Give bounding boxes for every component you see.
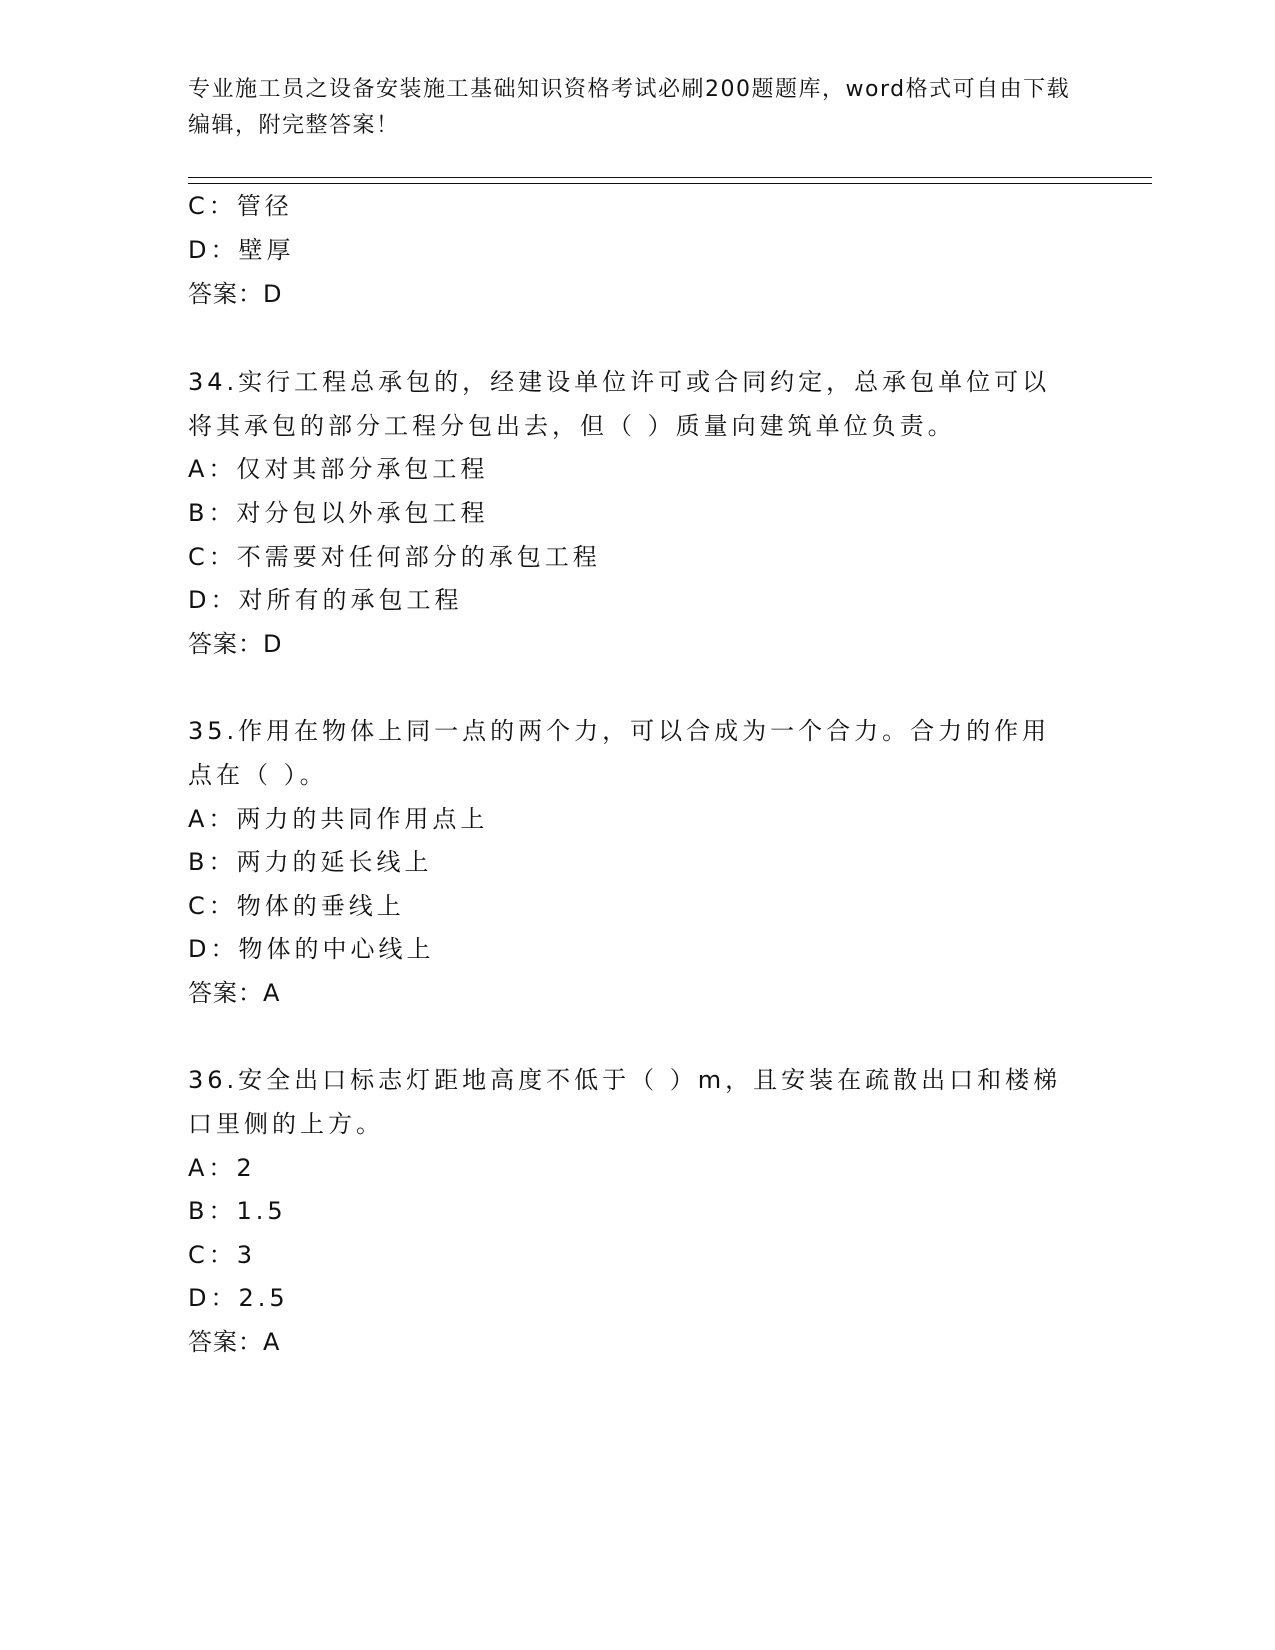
question-36-stem-line2: 口里侧的上方。 <box>188 1110 384 1138</box>
question-35-stem-line1: 35.作用在物体上同一点的两个力，可以合成为一个合力。合力的作用 <box>188 717 1051 745</box>
question-35-stem-line2: 点在（ ）。 <box>188 761 328 789</box>
question-34-stem-line2: 将其承包的部分工程分包出去，但（ ）质量向建筑单位负责。 <box>188 412 956 440</box>
question-35-option-b: B：两力的延长线上 <box>188 848 433 876</box>
header-divider-bottom <box>188 183 1152 184</box>
question-36-option-c: C：3 <box>188 1241 257 1269</box>
prev-option-c: C：管径 <box>188 192 293 220</box>
question-34-option-b: B：对分包以外承包工程 <box>188 499 489 527</box>
header-divider-top <box>188 177 1152 178</box>
prev-answer: 答案：D <box>188 280 283 308</box>
question-36-option-a: A：2 <box>188 1154 256 1182</box>
question-34-answer: 答案：D <box>188 630 283 658</box>
question-36-option-d: D：2.5 <box>188 1284 289 1312</box>
prev-option-d: D：壁厚 <box>188 236 295 264</box>
question-34-option-a: A：仅对其部分承包工程 <box>188 455 489 483</box>
question-36-answer: 答案：A <box>188 1328 281 1356</box>
question-35-answer: 答案：A <box>188 979 281 1007</box>
question-36-option-b: B：1.5 <box>188 1197 287 1225</box>
question-34-option-c: C：不需要对任何部分的承包工程 <box>188 543 601 571</box>
document-header: 专业施工员之设备安装施工基础知识资格考试必刷200题题库，word格式可自由下载编辑，附完整答案！ <box>188 77 1071 138</box>
question-34-stem-line1: 34.实行工程总承包的，经建设单位许可或合同约定，总承包单位可以 <box>188 368 1051 396</box>
question-35-option-c: C：物体的垂线上 <box>188 892 405 920</box>
question-35-option-d: D：物体的中心线上 <box>188 935 435 963</box>
question-34-option-d: D：对所有的承包工程 <box>188 586 463 614</box>
question-36-stem-line1: 36.安全出口标志灯距地高度不低于（ ）m，且安装在疏散出口和楼梯 <box>188 1066 1062 1094</box>
question-35-option-a: A：两力的共同作用点上 <box>188 805 489 833</box>
